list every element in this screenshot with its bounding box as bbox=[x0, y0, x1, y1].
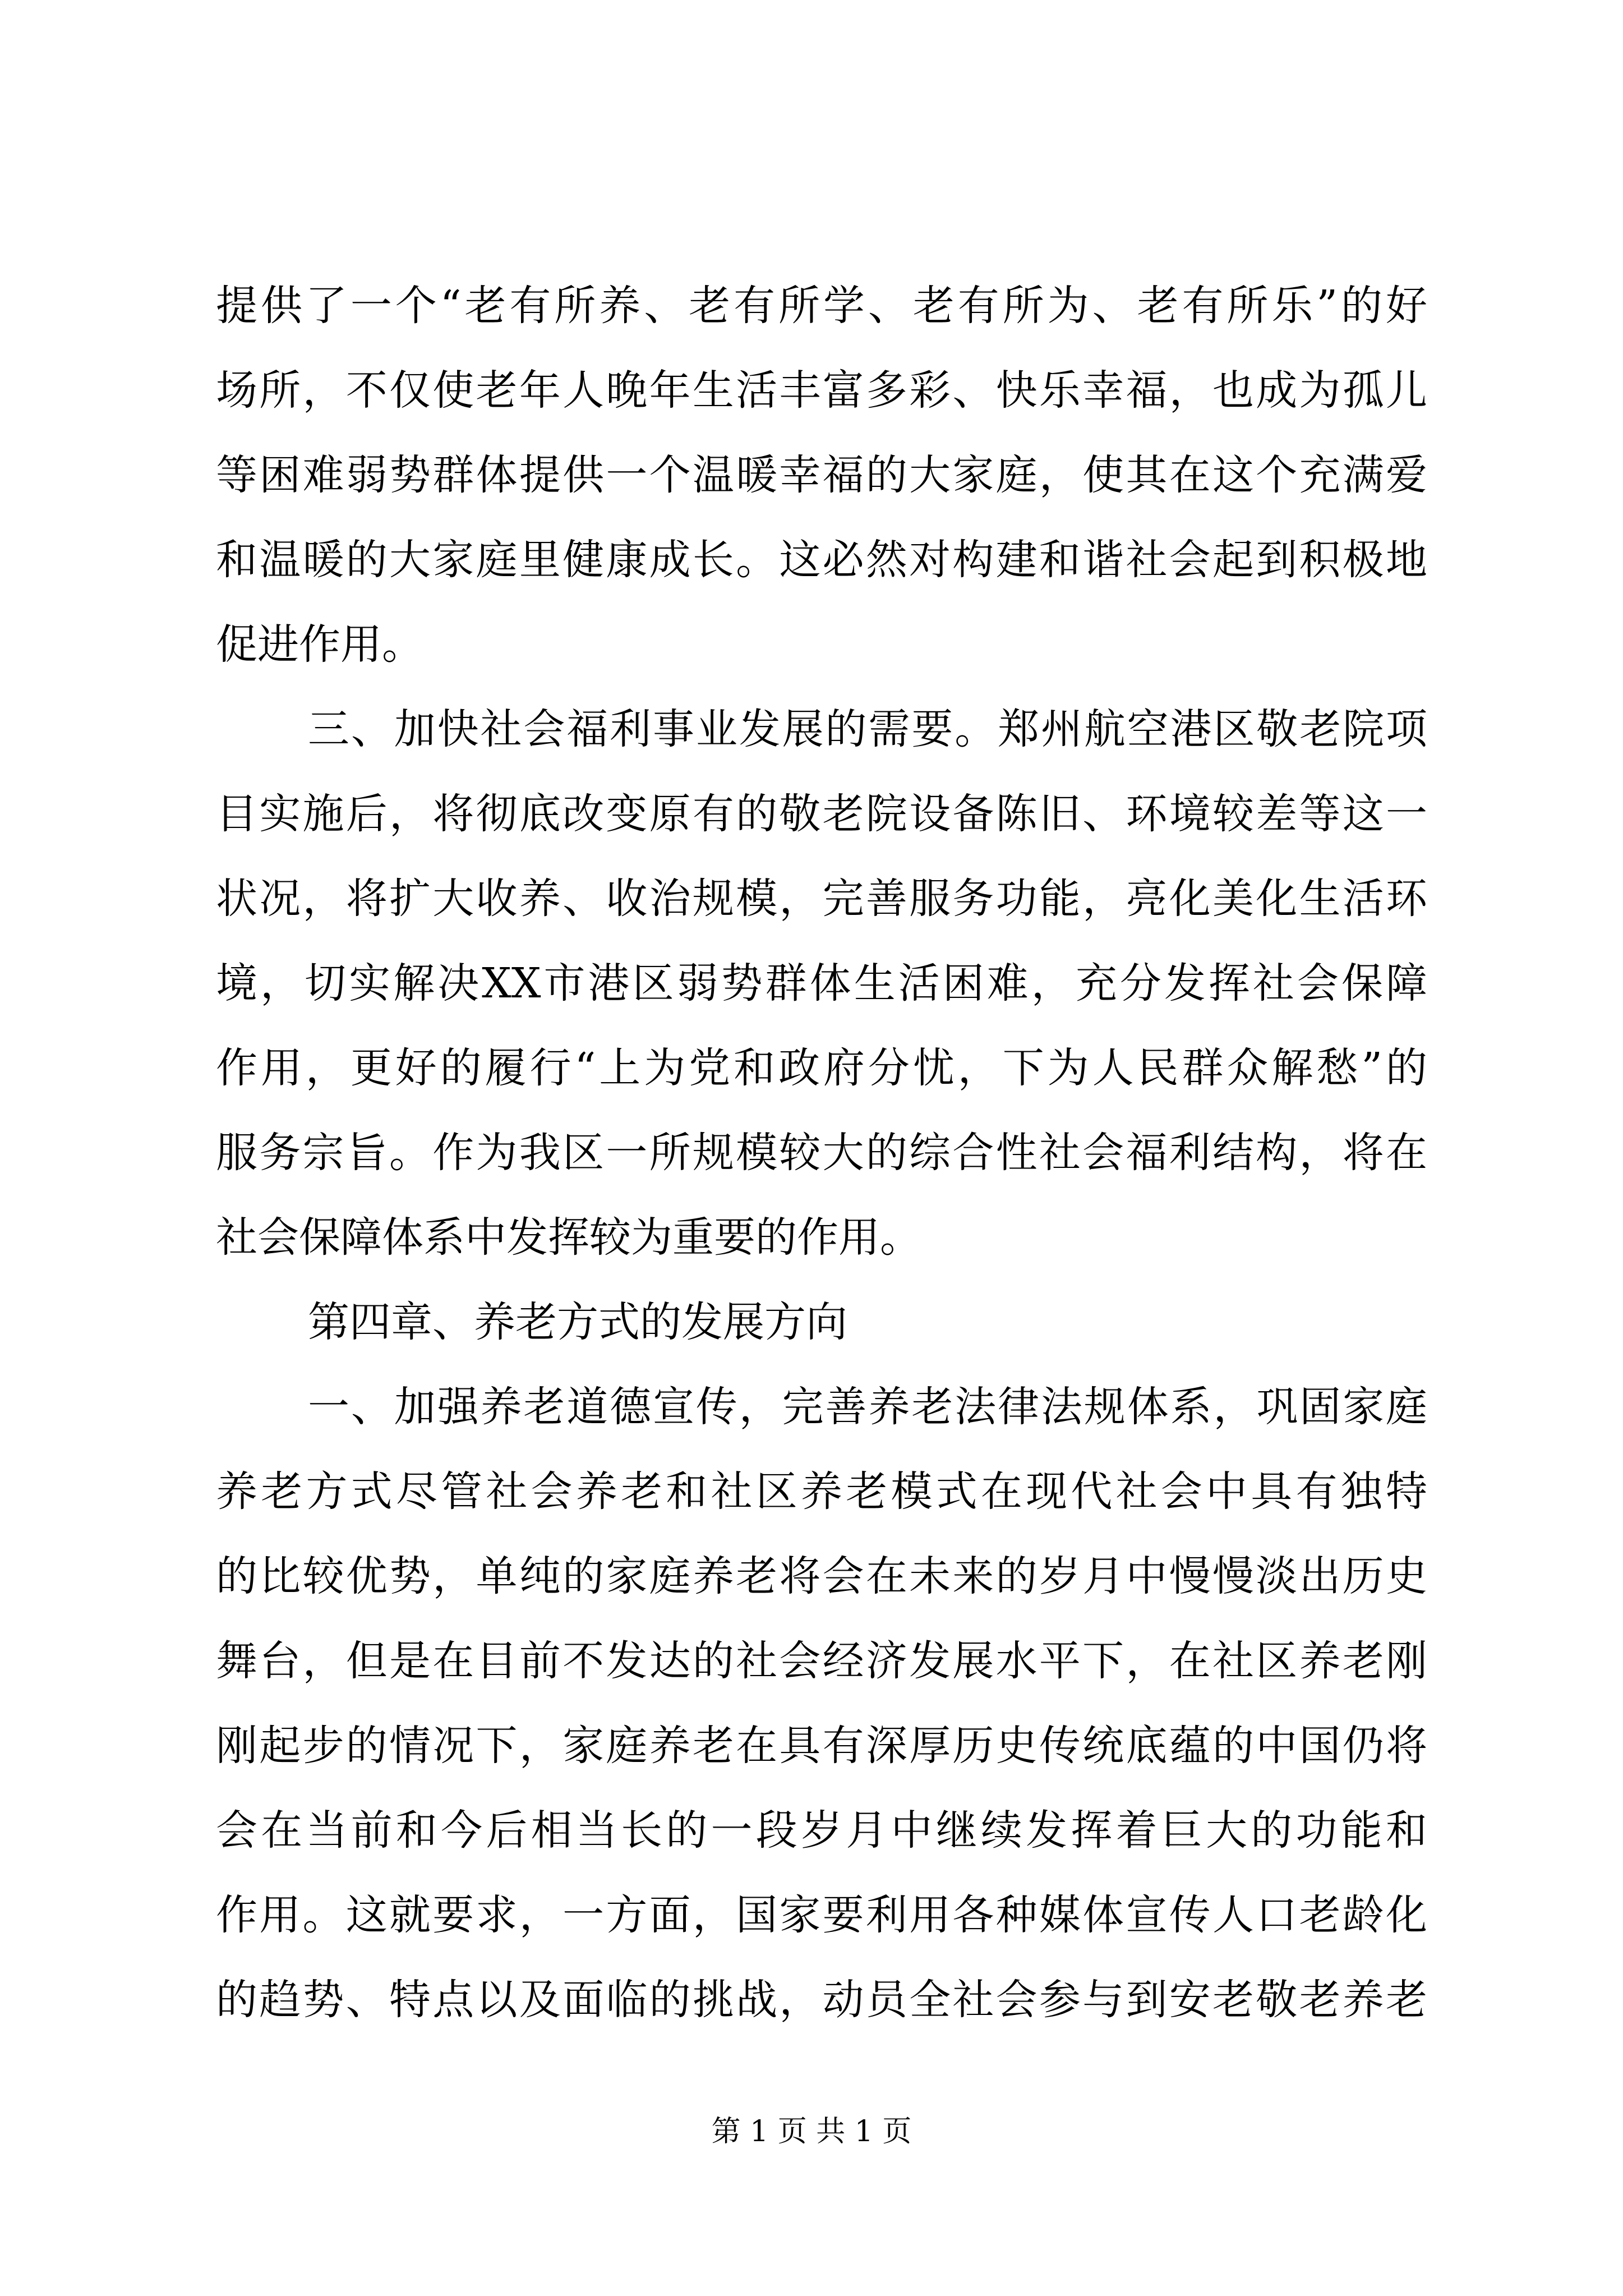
text-line: 养老方式尽管社会养老和社区养老模式在现代社会中具有独特 bbox=[216, 1467, 1427, 1516]
page-footer bbox=[0, 2115, 1623, 2148]
text-line: 会在当前和今后相当长的一段岁月中继续发挥着巨大的功能和 bbox=[216, 1806, 1427, 1855]
text-line: 的趋势、特点以及面临的挑战，动员全社会参与到安老敬老养老 bbox=[216, 1976, 1427, 2024]
text-line: 舞台，但是在目前不发达的社会经济发展水平下，在社区养老刚 bbox=[216, 1637, 1427, 1685]
text-line: 提供了一个“老有所养、老有所学、老有所为、老有所乐”的好 bbox=[216, 282, 1427, 330]
text-line: 境，切实解决XX市港区弱势群体生活困难，充分发挥社会保障 bbox=[216, 959, 1427, 1007]
text-line: 一、加强养老道德宣传，完善养老法律法规体系，巩固家庭 bbox=[308, 1383, 1427, 1431]
document-body bbox=[216, 264, 1427, 2042]
text-line: 社会保障体系中发挥较为重要的作用。 bbox=[216, 1213, 921, 1262]
text-line: 服务宗旨。作为我区一所规模较大的综合性社会福利结构，将在 bbox=[216, 1129, 1427, 1177]
text-line: 目实施后，将彻底改变原有的敬老院设备陈旧、环境较差等这一 bbox=[216, 790, 1427, 838]
text-line: 状况，将扩大收养、收治规模，完善服务功能，亮化美化生活环 bbox=[216, 875, 1427, 923]
text-line: 作用。这就要求，一方面，国家要利用各种媒体宣传人口老龄化 bbox=[216, 1891, 1427, 1939]
text-line: 三、加快社会福利事业发展的需要。郑州航空港区敬老院项 bbox=[308, 705, 1427, 753]
chapter-heading: 第四章、养老方式的发展方向 bbox=[308, 1298, 847, 1346]
text-line: 刚起步的情况下，家庭养老在具有深厚历史传统底蕴的中国仍将 bbox=[216, 1722, 1427, 1770]
text-line: 促进作用。 bbox=[216, 620, 423, 669]
text-line: 和温暖的大家庭里健康成长。这必然对构建和谐社会起到积极地 bbox=[216, 536, 1427, 584]
text-line: 场所，不仅使老年人晚年生活丰富多彩、快乐幸福，也成为孤儿 bbox=[216, 366, 1427, 415]
text-line: 的比较优势，单纯的家庭养老将会在未来的岁月中慢慢淡出历史 bbox=[216, 1552, 1427, 1600]
text-line: 作用，更好的履行“上为党和政府分忧，下为人民群众解愁”的 bbox=[216, 1044, 1427, 1092]
text-line: 等困难弱势群体提供一个温暖幸福的大家庭，使其在这个充满爱 bbox=[216, 451, 1427, 499]
page-number-label: 第 1 页 共 1 页 bbox=[711, 2115, 912, 2148]
